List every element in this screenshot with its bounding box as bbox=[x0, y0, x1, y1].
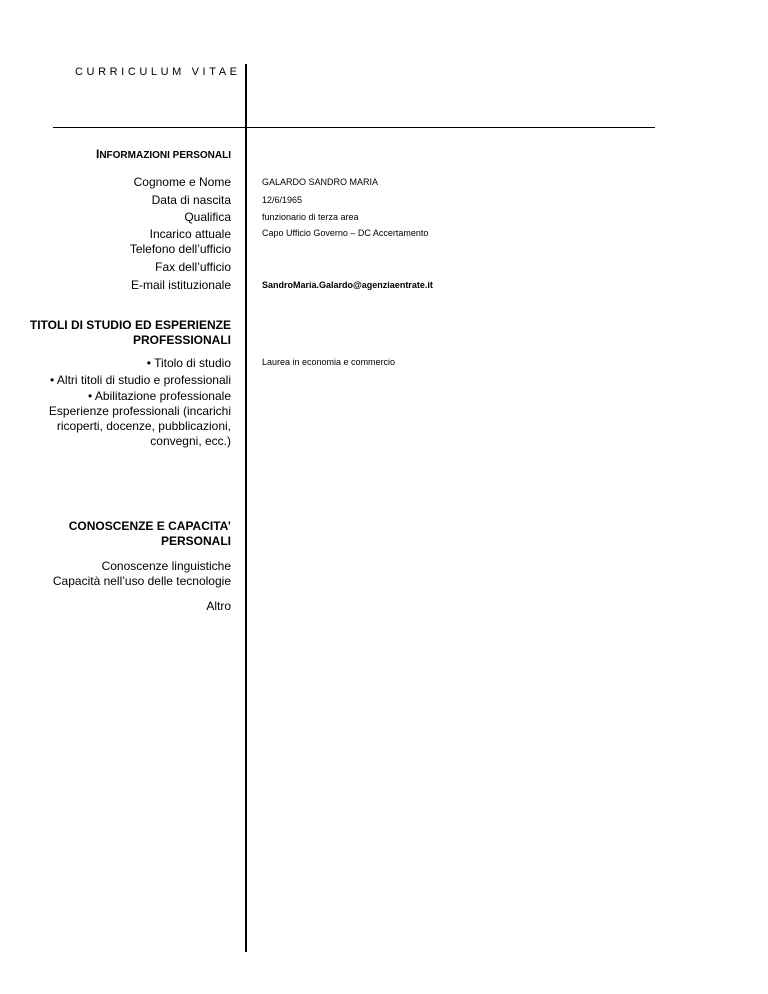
section-heading-personal: INFORMAZIONI PERSONALI bbox=[95, 147, 231, 161]
section-heading-skills-line1: CONOSCENZE E CAPACITA’ bbox=[68, 519, 231, 533]
label-birth: Data di nascita bbox=[151, 193, 231, 207]
label-esperienze: Esperienze professionali (incarichi ricoperti, docenze, pubblicazioni, convegni, ecc.) bbox=[48, 404, 231, 448]
label-qualifica: Qualifica bbox=[184, 210, 231, 224]
label-lingue: Conoscenze linguistiche bbox=[101, 559, 231, 573]
label-incarico: Incarico attuale bbox=[149, 227, 231, 241]
value-name: GALARDO SANDRO MARIA bbox=[262, 177, 379, 187]
label-phone: Telefono dell’ufficio bbox=[129, 242, 231, 256]
section-heading-education-line1: TITOLI DI STUDIO ED ESPERIENZE bbox=[29, 318, 231, 332]
label-altro: Altro bbox=[206, 599, 231, 613]
value-qualifica: funzionario di terza area bbox=[262, 212, 359, 222]
document-title: CURRICULUM VITAE bbox=[75, 66, 241, 78]
section-heading-skills-line2: PERSONALI bbox=[160, 534, 231, 548]
label-email: E-mail istituzionale bbox=[130, 278, 231, 292]
label-name: Cognome e Nome bbox=[133, 175, 231, 189]
vertical-divider bbox=[245, 64, 247, 952]
label-tecnologie: Capacità nell’uso delle tecnologie bbox=[52, 574, 231, 588]
value-birth: 12/6/1965 bbox=[262, 195, 303, 205]
value-email: SandroMaria.Galardo@agenziaentrate.it bbox=[262, 280, 433, 290]
label-altri-titoli: • Altri titoli di studio e professionali bbox=[50, 373, 231, 387]
value-incarico: Capo Ufficio Governo – DC Accertamento bbox=[262, 228, 429, 238]
section-heading-education-line2: PROFESSIONALI bbox=[132, 333, 231, 347]
horizontal-divider bbox=[53, 127, 655, 128]
label-abilitazione: • Abilitazione professionale bbox=[88, 389, 231, 403]
value-titolo: Laurea in economia e commercio bbox=[262, 357, 396, 367]
label-fax: Fax dell’ufficio bbox=[155, 260, 231, 274]
label-titolo: • Titolo di studio bbox=[146, 356, 231, 370]
